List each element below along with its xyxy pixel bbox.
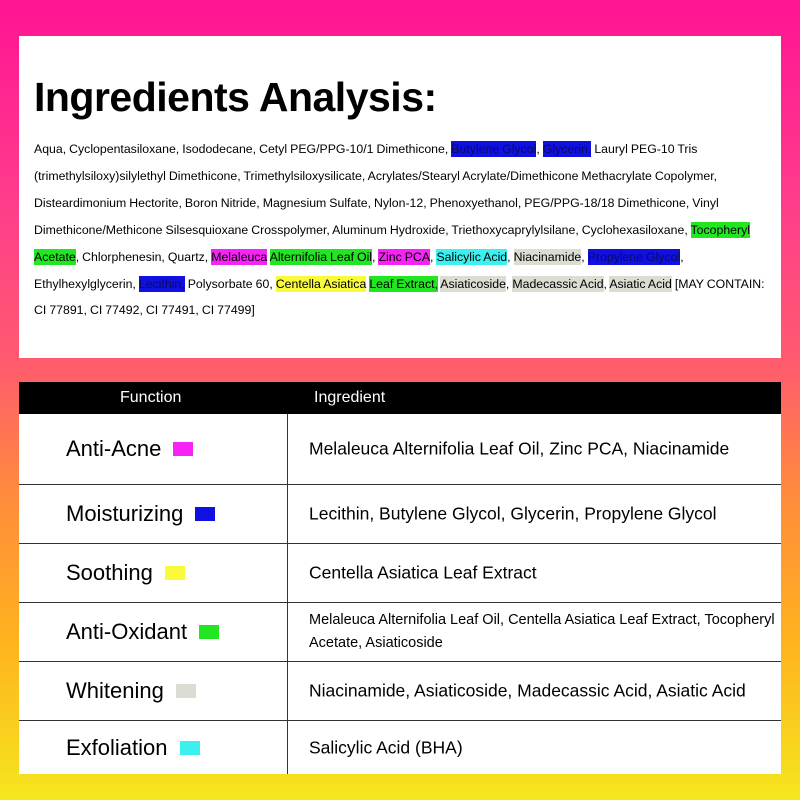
table-row bbox=[19, 544, 781, 603]
highlighted-ingredient: Leaf Extract, bbox=[369, 276, 438, 291]
row-ingredients: Melaleuca Alternifolia Leaf Oil, Zinc PCA, Niacinamide bbox=[309, 438, 730, 459]
color-swatch bbox=[165, 566, 185, 580]
row-function: Anti-Oxidant bbox=[66, 619, 188, 644]
ingredient-text-segment: , bbox=[581, 249, 588, 264]
highlighted-ingredient: Tocopheryl Acetate bbox=[34, 222, 750, 264]
row-ingredients: Lecithin, Butylene Glycol, Glycerin, Propylene Glycol bbox=[309, 503, 717, 524]
ingredient-text-segment: , bbox=[603, 276, 610, 291]
highlighted-ingredient: Glycerin, bbox=[542, 142, 592, 156]
highlighted-ingredient: Niacinamide bbox=[513, 249, 582, 264]
table-header bbox=[19, 382, 781, 414]
row-ingredients: Niacinamide, Asiaticoside, Madecassic Acid, Asiatic Acid bbox=[309, 680, 746, 701]
color-swatch bbox=[199, 625, 219, 639]
row-function: Moisturizing bbox=[66, 501, 184, 526]
color-swatch bbox=[195, 507, 215, 521]
table-row bbox=[19, 485, 781, 544]
ingredient-text-segment: , bbox=[430, 249, 437, 264]
ingredient-text-segment: , bbox=[505, 276, 513, 291]
ingredients-analysis-panel bbox=[19, 36, 781, 358]
highlighted-ingredient: Alternifolia Leaf Oil bbox=[269, 249, 373, 264]
highlighted-ingredient: Centella Asiatica bbox=[275, 276, 367, 291]
row-ingredients: Salicylic Acid (BHA) bbox=[309, 737, 463, 757]
table-row bbox=[19, 414, 781, 485]
highlighted-ingredient: Butylene Glycol bbox=[451, 142, 537, 156]
ingredient-text-segment: , bbox=[507, 249, 514, 264]
highlighted-ingredient: Zinc PCA bbox=[378, 249, 431, 264]
ingredient-text-segment: , bbox=[372, 249, 379, 264]
highlighted-ingredient: Salicylic Acid bbox=[436, 249, 508, 264]
table-row bbox=[19, 603, 781, 662]
table-row bbox=[19, 662, 781, 721]
analysis-title: Ingredients Analysis: bbox=[34, 74, 437, 120]
ingredient-list bbox=[34, 136, 774, 324]
highlighted-ingredient: Propylene Glycol bbox=[587, 249, 681, 264]
highlighted-ingredient: Asiaticoside bbox=[440, 276, 506, 291]
color-swatch bbox=[173, 442, 193, 456]
highlighted-ingredient: Melaleuca bbox=[211, 249, 268, 264]
row-function: Exfoliation bbox=[66, 734, 168, 760]
color-swatch bbox=[176, 684, 196, 698]
highlighted-ingredient: Madecassic Acid bbox=[512, 276, 604, 291]
header-ingredient: Ingredient bbox=[314, 389, 386, 406]
ingredient-text-segment: , bbox=[536, 142, 543, 156]
header-function: Function bbox=[120, 389, 182, 406]
highlighted-ingredient: Lecithin, bbox=[138, 276, 185, 291]
row-function: Whitening bbox=[66, 678, 164, 703]
function-table bbox=[19, 382, 781, 774]
ingredient-text-segment: , Ethylhexylglycerin, bbox=[34, 249, 684, 291]
row-ingredients: Centella Asiatica Leaf Extract bbox=[309, 562, 537, 583]
row-ingredients: Melaleuca Alternifolia Leaf Oil, Centella Asiatica Leaf Extract, Tocopheryl Acetate, Asiaticoside bbox=[309, 612, 775, 651]
ingredient-text-segment: , Chlorphenesin, Quartz, bbox=[75, 249, 212, 264]
row-function: Anti-Acne bbox=[66, 436, 162, 461]
table-row bbox=[19, 721, 781, 774]
row-function: Soothing bbox=[66, 560, 153, 585]
ingredient-text-segment: Aqua, Cyclopentasiloxane, Isododecane, Cetyl PEG/PPG-10/1 Dimethicone, bbox=[34, 142, 452, 156]
ingredient-text-segment: Polysorbate 60, bbox=[184, 276, 276, 291]
highlighted-ingredient: Asiatic Acid bbox=[609, 276, 672, 291]
ingredient-text-segment: [MAY CONTAIN: CI 77891, CI 77492, CI 77491, CI 77499] bbox=[34, 276, 765, 318]
ingredient-text-segment: Lauryl PEG-10 Tris (trimethylsiloxy)silylethyl Dimethicone, Trimethylsiloxysilicate, Acrylates/Stearyl Acrylate/Dimethicone Methacrylate Copolymer, Disteardimonium Hectorite, Boron Nitride, Magnesium Sulfate, Nylon-12, Phenoxyethanol, PEG/PPG-18/18 Dimethicone, Vinyl Dimethicone/Methicone Silsesquioxane Crosspolymer, Aluminum Hydroxide, Triethoxycaprylylsilane, Cyclohexasiloxane, bbox=[34, 142, 719, 237]
color-swatch bbox=[180, 741, 200, 755]
